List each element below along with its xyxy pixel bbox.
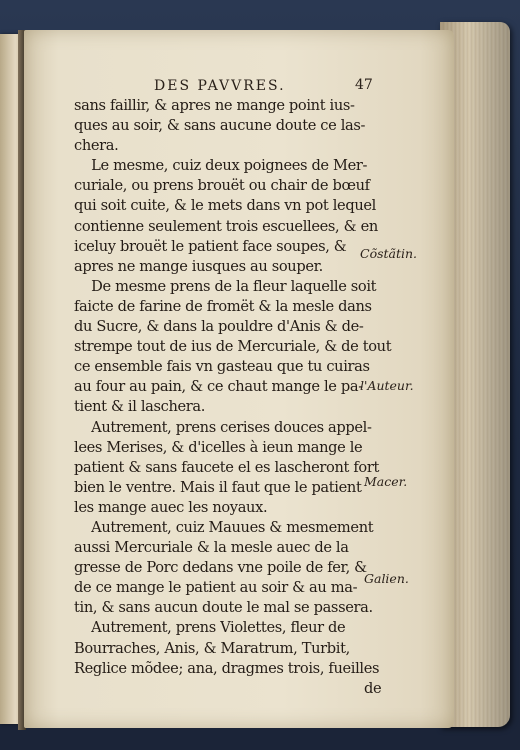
text-line: tin, & sans aucun doute le mal se passera.	[74, 599, 373, 617]
margin-note-galien: Galien.	[364, 571, 409, 586]
margin-note-auteur: l'Auteur.	[360, 378, 414, 393]
text-line: curiale, ou prens brouët ou chair de bœuf	[74, 177, 370, 195]
body-text	[74, 96, 394, 699]
text-line: du Sucre, & dans la pouldre d'Anis & de-	[74, 318, 364, 336]
text-line: Bourraches, Anis, & Maratrum, Turbit,	[74, 639, 350, 657]
text-line: sans faillir, & apres ne mange point ius-	[74, 97, 355, 114]
text-line: qui soit cuite, & le mets dans vn pot lequel	[74, 197, 376, 215]
margin-note-constantin: Cõstãtin.	[360, 246, 418, 261]
text-line: ques au soir, & sans aucune doute ce las-	[74, 117, 366, 135]
text-line: chera.	[74, 137, 119, 155]
running-head: DES PAVVRES.	[154, 78, 286, 94]
text-line: Le mesme, cuiz deux poignees de Mer-	[74, 157, 368, 175]
text-line: ce ensemble fais vn gasteau que tu cuiras	[74, 358, 370, 376]
margin-note-macer: Macer.	[364, 474, 408, 489]
text-line: gresse de Porc dedans vne poile de fer, &	[74, 559, 367, 577]
book-page	[24, 30, 454, 728]
text-line: contienne seulement trois escuellees, & en	[74, 217, 378, 235]
text-line: Autrement, prens cerises douces appel-	[74, 418, 372, 436]
text-line: de ce mange le patient au soir & au ma-	[74, 579, 358, 597]
text-line: au four au pain, & ce chaut mange le pa-	[74, 378, 363, 396]
text-line: les mange auec les noyaux.	[74, 498, 268, 516]
text-line: faicte de farine de fromët & la mesle dans	[74, 297, 372, 315]
text-line: aussi Mercuriale & la mesle auec de la	[74, 539, 349, 557]
text-line: strempe tout de ius de Mercuriale, & de tout	[74, 338, 392, 356]
text-line: Autrement, cuiz Mauues & mesmement	[74, 518, 374, 536]
page-number: 47	[355, 77, 373, 93]
text-line: Autrement, prens Violettes, fleur de	[74, 619, 346, 637]
text-line: patient & sans faucete el es lascheront fort	[74, 458, 379, 476]
text-line: Reglice mõdee; ana, dragmes trois, fueilles	[74, 659, 380, 677]
text-line: De mesme prens de la fleur laquelle soit	[74, 277, 377, 295]
text-line: tient & il laschera.	[74, 398, 206, 416]
text-line: bien le ventre. Mais il faut que le patient	[74, 478, 362, 496]
text-line: lees Merises, & d'icelles à ieun mange le	[74, 438, 363, 456]
text-line: de	[364, 679, 382, 697]
text-line: apres ne mange iusques au souper.	[74, 257, 323, 275]
text-line: iceluy brouët le patient face soupes, &	[74, 237, 347, 255]
